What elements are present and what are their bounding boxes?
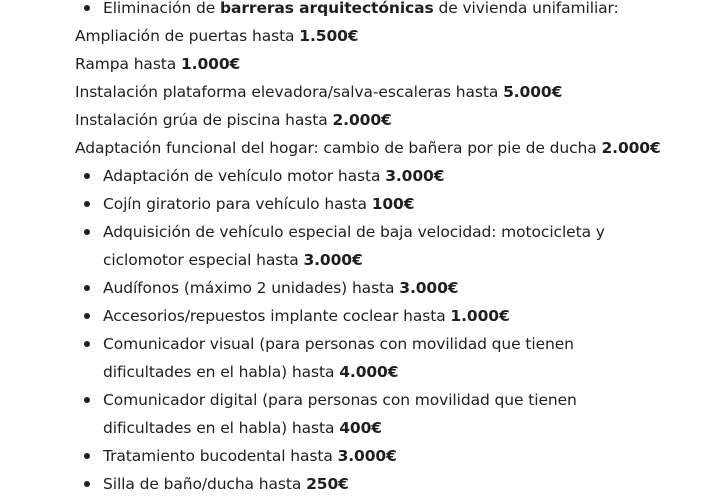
sub-item-text: Ampliación de puertas hasta bbox=[75, 27, 300, 45]
list-item-text: Accesorios/repuestos implante coclear hasta bbox=[103, 307, 451, 325]
list-item bbox=[0, 162, 720, 190]
list-item bbox=[0, 330, 720, 358]
intro-text-post: de vivienda unifamiliar: bbox=[433, 0, 619, 17]
list-item-text: Adaptación de vehículo motor hasta bbox=[103, 167, 386, 185]
sub-item-amount: 5.000€ bbox=[503, 83, 563, 101]
bullet-dot bbox=[84, 229, 90, 235]
list-item-amount: 100€ bbox=[371, 195, 415, 213]
list-item-text: dificultades en el habla) hasta bbox=[103, 419, 340, 437]
list-item bbox=[0, 302, 720, 330]
list-item-text: Cojín giratorio para vehículo hasta bbox=[103, 195, 372, 213]
sub-item-amount: 2.000€ bbox=[332, 111, 392, 129]
list-item-amount: 3.000€ bbox=[399, 279, 459, 297]
bullet-dot bbox=[84, 313, 90, 319]
sub-item-text: Instalación grúa de piscina hasta bbox=[75, 111, 333, 129]
bullet-dot bbox=[84, 173, 90, 179]
list-item-text: Tratamiento bucodental hasta bbox=[103, 447, 338, 465]
sub-item-amount: 1.500€ bbox=[299, 27, 359, 45]
list-item bbox=[0, 190, 720, 218]
list-item-text: dificultades en el habla) hasta bbox=[103, 363, 340, 381]
list-item bbox=[0, 0, 720, 22]
list-item-text: ciclomotor especial hasta bbox=[103, 251, 304, 269]
sub-item bbox=[0, 22, 720, 50]
intro-text-pre: Eliminación de bbox=[103, 0, 220, 17]
sub-item-amount: 1.000€ bbox=[181, 55, 241, 73]
list-item-continuation bbox=[0, 246, 720, 274]
list-item-text: Adquisición de vehículo especial de baja velocidad: motocicleta y bbox=[103, 223, 605, 241]
bullet-dot bbox=[84, 341, 90, 347]
sub-item-amount: 2.000€ bbox=[601, 139, 661, 157]
list-item-text: Comunicador visual (para personas con movilidad que tienen bbox=[103, 335, 574, 353]
list-item bbox=[0, 218, 720, 246]
sub-item bbox=[0, 106, 720, 134]
list-item-text: Silla de baño/ducha hasta bbox=[103, 475, 307, 493]
list-item-continuation bbox=[0, 358, 720, 386]
list-item-continuation bbox=[0, 414, 720, 442]
bullet-dot bbox=[84, 481, 90, 487]
list-item-text: Comunicador digital (para personas con movilidad que tienen bbox=[103, 391, 577, 409]
list-item bbox=[0, 470, 720, 498]
sub-item bbox=[0, 50, 720, 78]
list-item-amount: 3.000€ bbox=[385, 167, 445, 185]
sub-item bbox=[0, 78, 720, 106]
sub-item bbox=[0, 134, 720, 162]
list-item-amount: 4.000€ bbox=[339, 363, 399, 381]
sub-item-text: Adaptación funcional del hogar: cambio de bañera por pie de ducha bbox=[75, 139, 602, 157]
bullet-dot bbox=[84, 285, 90, 291]
bullet-dot bbox=[84, 453, 90, 459]
list-item-amount: 400€ bbox=[339, 419, 382, 437]
list-item-amount: 3.000€ bbox=[303, 251, 363, 269]
list-item-amount: 250€ bbox=[306, 475, 349, 493]
list-item bbox=[0, 274, 720, 302]
bullet-dot bbox=[84, 5, 90, 11]
list-item-text: Audífonos (máximo 2 unidades) hasta bbox=[103, 279, 400, 297]
list-item-amount: 1.000€ bbox=[450, 307, 510, 325]
sub-item-text: Rampa hasta bbox=[75, 55, 181, 73]
bullet-dot bbox=[84, 201, 90, 207]
list-item-amount: 3.000€ bbox=[337, 447, 397, 465]
sub-item-text: Instalación plataforma elevadora/salva-escaleras hasta bbox=[75, 83, 504, 101]
list-item bbox=[0, 442, 720, 470]
bullet-dot bbox=[84, 397, 90, 403]
intro-text-bold: barreras arquitectónicas bbox=[220, 0, 434, 17]
list-item bbox=[0, 386, 720, 414]
